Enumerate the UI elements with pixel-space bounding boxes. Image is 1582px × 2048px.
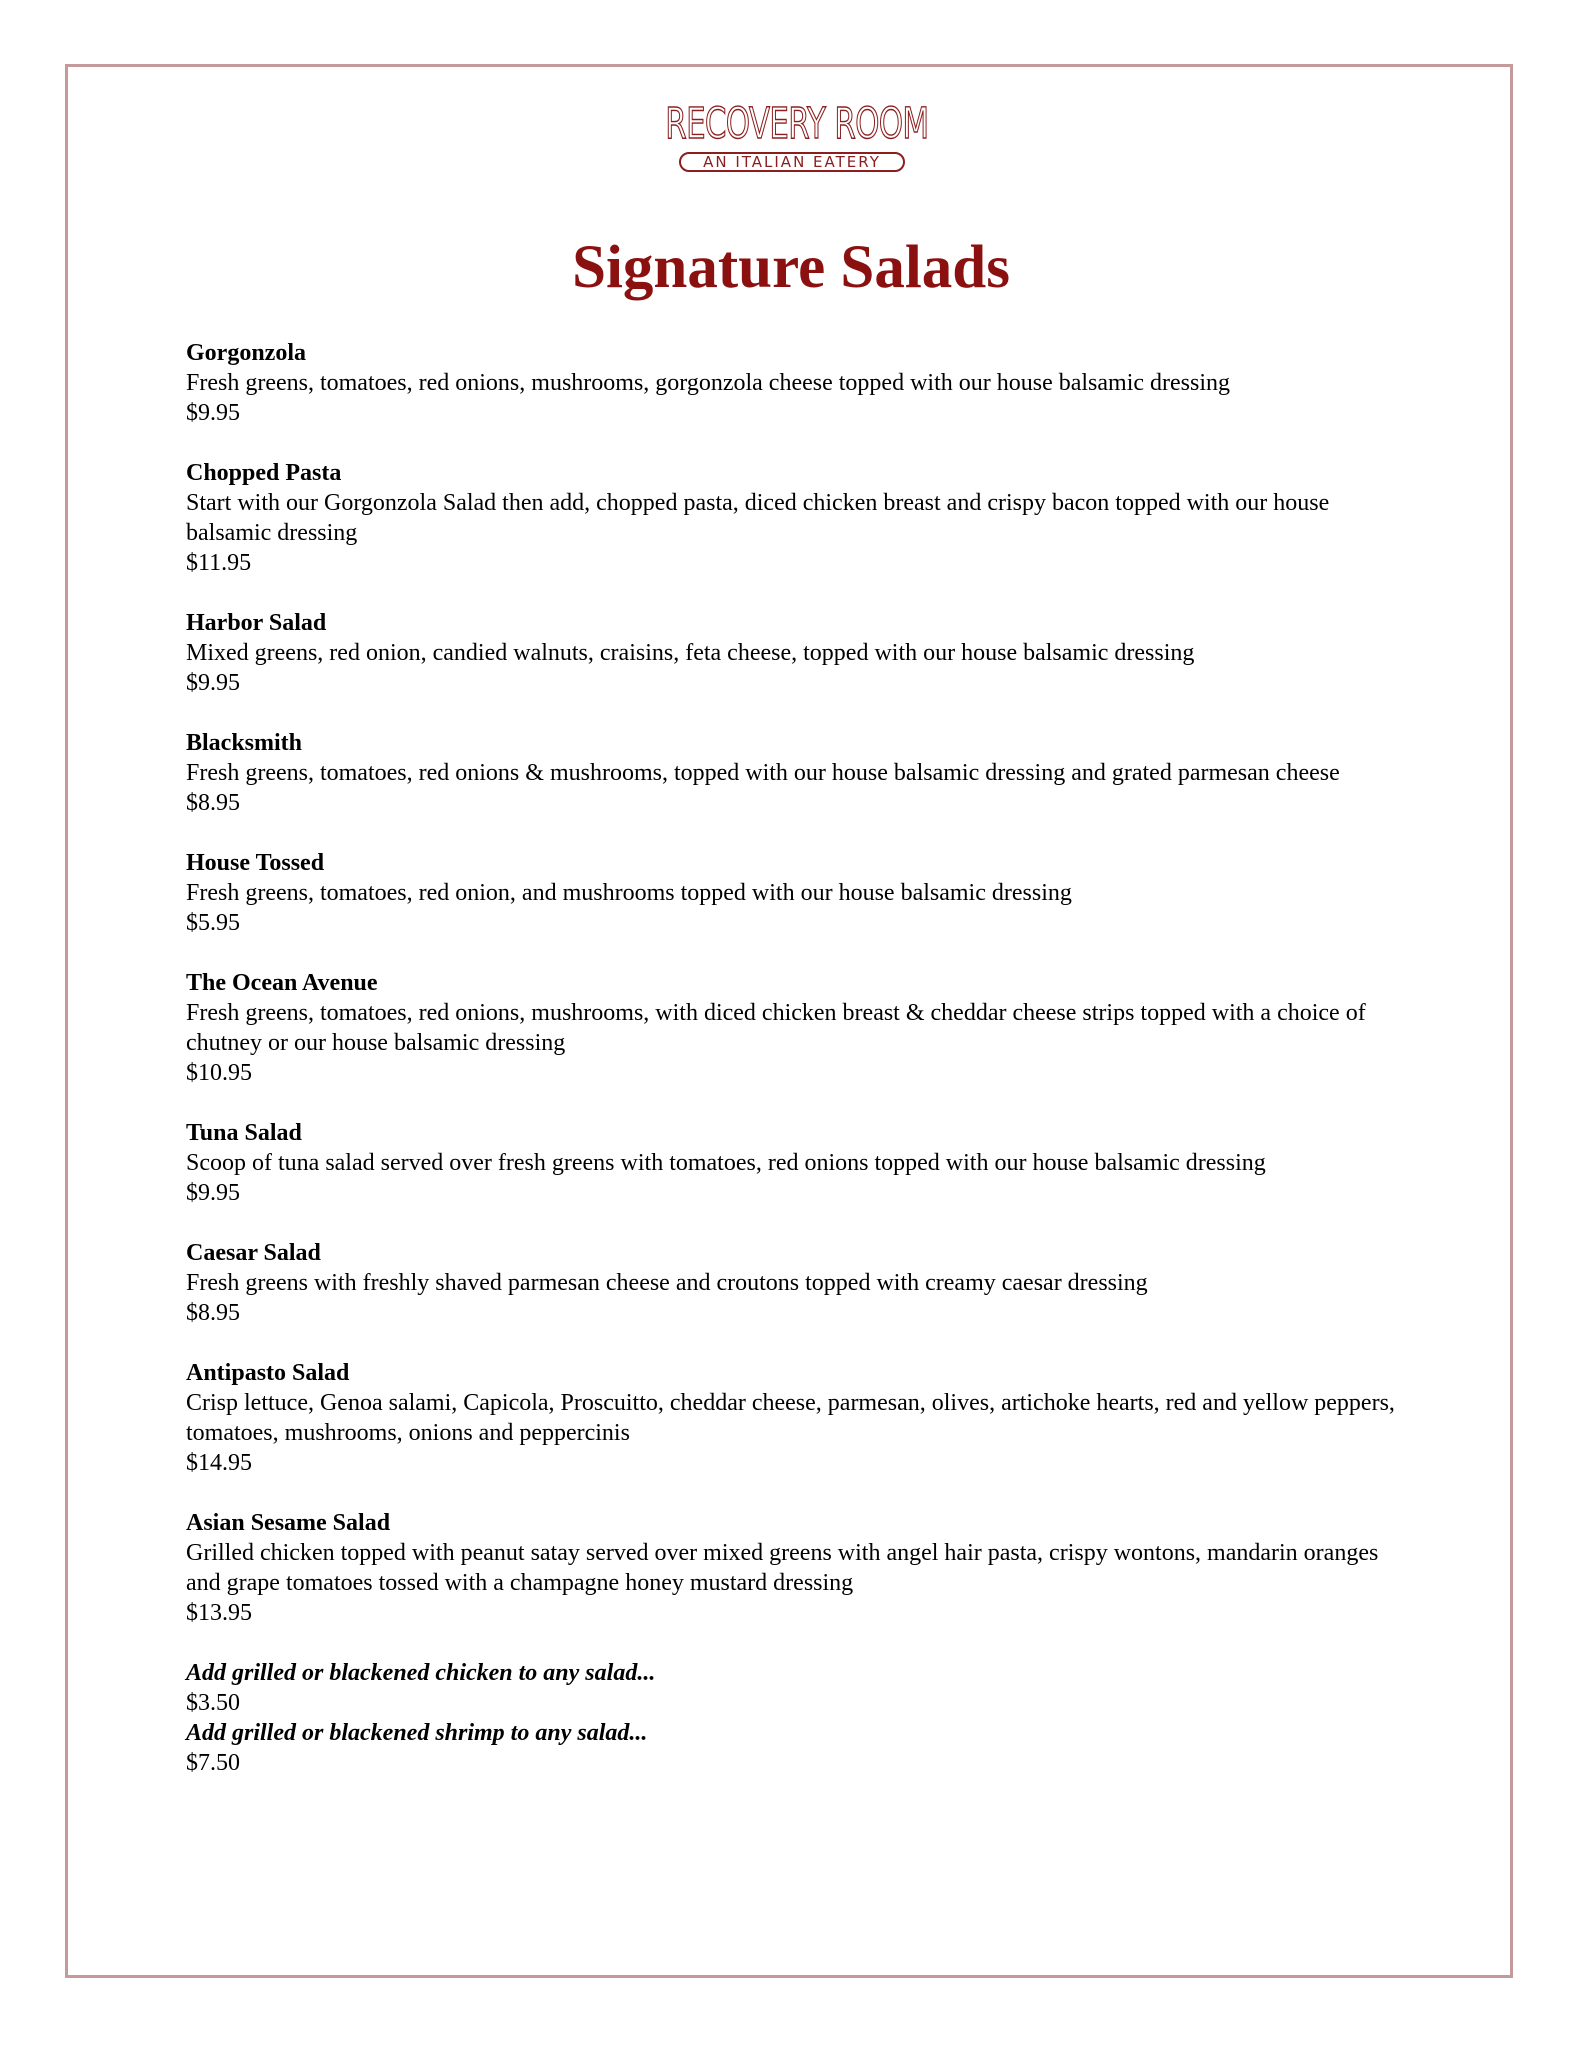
item-name: Tuna Salad bbox=[186, 1120, 302, 1146]
item-description: Scoop of tuna salad served over fresh greens with tomatoes, red onions topped with our house balsamic dressing bbox=[186, 1150, 1266, 1176]
restaurant-logo bbox=[665, 98, 929, 180]
addon-name: Add grilled or blackened chicken to any salad... bbox=[186, 1660, 656, 1686]
item-description: Fresh greens, tomatoes, red onions & mushrooms, topped with our house balsamic dressing and grated parmesan cheese bbox=[186, 760, 1340, 786]
addons-section bbox=[186, 1658, 1416, 1778]
menu-item bbox=[186, 458, 1416, 578]
item-description: Crisp lettuce, Genoa salami, Capicola, Proscuitto, cheddar cheese, parmesan, olives, artichoke hearts, red and yellow peppers, tomatoes, mushrooms, onions and peppercinis bbox=[186, 1390, 1395, 1446]
item-description: Fresh greens, tomatoes, red onions, mushrooms, with diced chicken breast & cheddar cheese strips topped with a choice of chutney or our house balsamic dressing bbox=[186, 1000, 1366, 1056]
item-description: Start with our Gorgonzola Salad then add, chopped pasta, diced chicken breast and crispy bacon topped with our house balsamic dressing bbox=[186, 490, 1330, 546]
item-description: Fresh greens with freshly shaved parmesan cheese and croutons topped with creamy caesar dressing bbox=[186, 1270, 1148, 1296]
item-price: $14.95 bbox=[186, 1450, 252, 1476]
item-name: Asian Sesame Salad bbox=[186, 1510, 391, 1536]
item-name: Chopped Pasta bbox=[186, 460, 342, 486]
item-name: Gorgonzola bbox=[186, 340, 306, 366]
logo-tagline: AN ITALIAN EATERY bbox=[679, 152, 905, 172]
item-name: Antipasto Salad bbox=[186, 1360, 350, 1386]
menu-item bbox=[186, 608, 1416, 698]
item-price: $13.95 bbox=[186, 1600, 252, 1626]
item-price: $9.95 bbox=[186, 400, 240, 426]
addon-name: Add grilled or blackened shrimp to any salad... bbox=[186, 1720, 648, 1746]
item-description: Mixed greens, red onion, candied walnuts, craisins, feta cheese, topped with our house balsamic dressing bbox=[186, 640, 1195, 666]
item-price: $9.95 bbox=[186, 670, 240, 696]
menu-item bbox=[186, 968, 1416, 1088]
item-description: Fresh greens, tomatoes, red onion, and mushrooms topped with our house balsamic dressing bbox=[186, 880, 1072, 906]
menu-item bbox=[186, 1508, 1416, 1628]
item-name: Blacksmith bbox=[186, 730, 303, 756]
item-price: $8.95 bbox=[186, 790, 240, 816]
item-price: $10.95 bbox=[186, 1060, 252, 1086]
menu-item bbox=[186, 1358, 1416, 1478]
item-description: Grilled chicken topped with peanut satay served over mixed greens with angel hair pasta, crispy wontons, mandarin oranges and grape tomatoes tossed with a champagne honey mustard dressing bbox=[186, 1540, 1379, 1596]
item-name: House Tossed bbox=[186, 850, 325, 876]
menu-item bbox=[186, 728, 1416, 818]
page-title: Signature Salads bbox=[572, 234, 1010, 301]
item-price: $5.95 bbox=[186, 910, 240, 936]
addon-price: $7.50 bbox=[186, 1750, 240, 1776]
logo-name: RECOVERY ROOM bbox=[665, 99, 929, 149]
menu-list bbox=[186, 338, 1416, 1778]
menu-item bbox=[186, 1118, 1416, 1208]
menu-item bbox=[186, 1238, 1416, 1328]
addon-price: $3.50 bbox=[186, 1690, 240, 1716]
item-price: $8.95 bbox=[186, 1300, 240, 1326]
menu-item bbox=[186, 848, 1416, 938]
item-price: $11.95 bbox=[186, 550, 252, 576]
item-price: $9.95 bbox=[186, 1180, 240, 1206]
item-name: Harbor Salad bbox=[186, 610, 327, 636]
item-name: The Ocean Avenue bbox=[186, 970, 378, 996]
item-description: Fresh greens, tomatoes, red onions, mushrooms, gorgonzola cheese topped with our house balsamic dressing bbox=[186, 370, 1231, 396]
menu-item bbox=[186, 338, 1416, 428]
item-name: Caesar Salad bbox=[186, 1240, 321, 1266]
